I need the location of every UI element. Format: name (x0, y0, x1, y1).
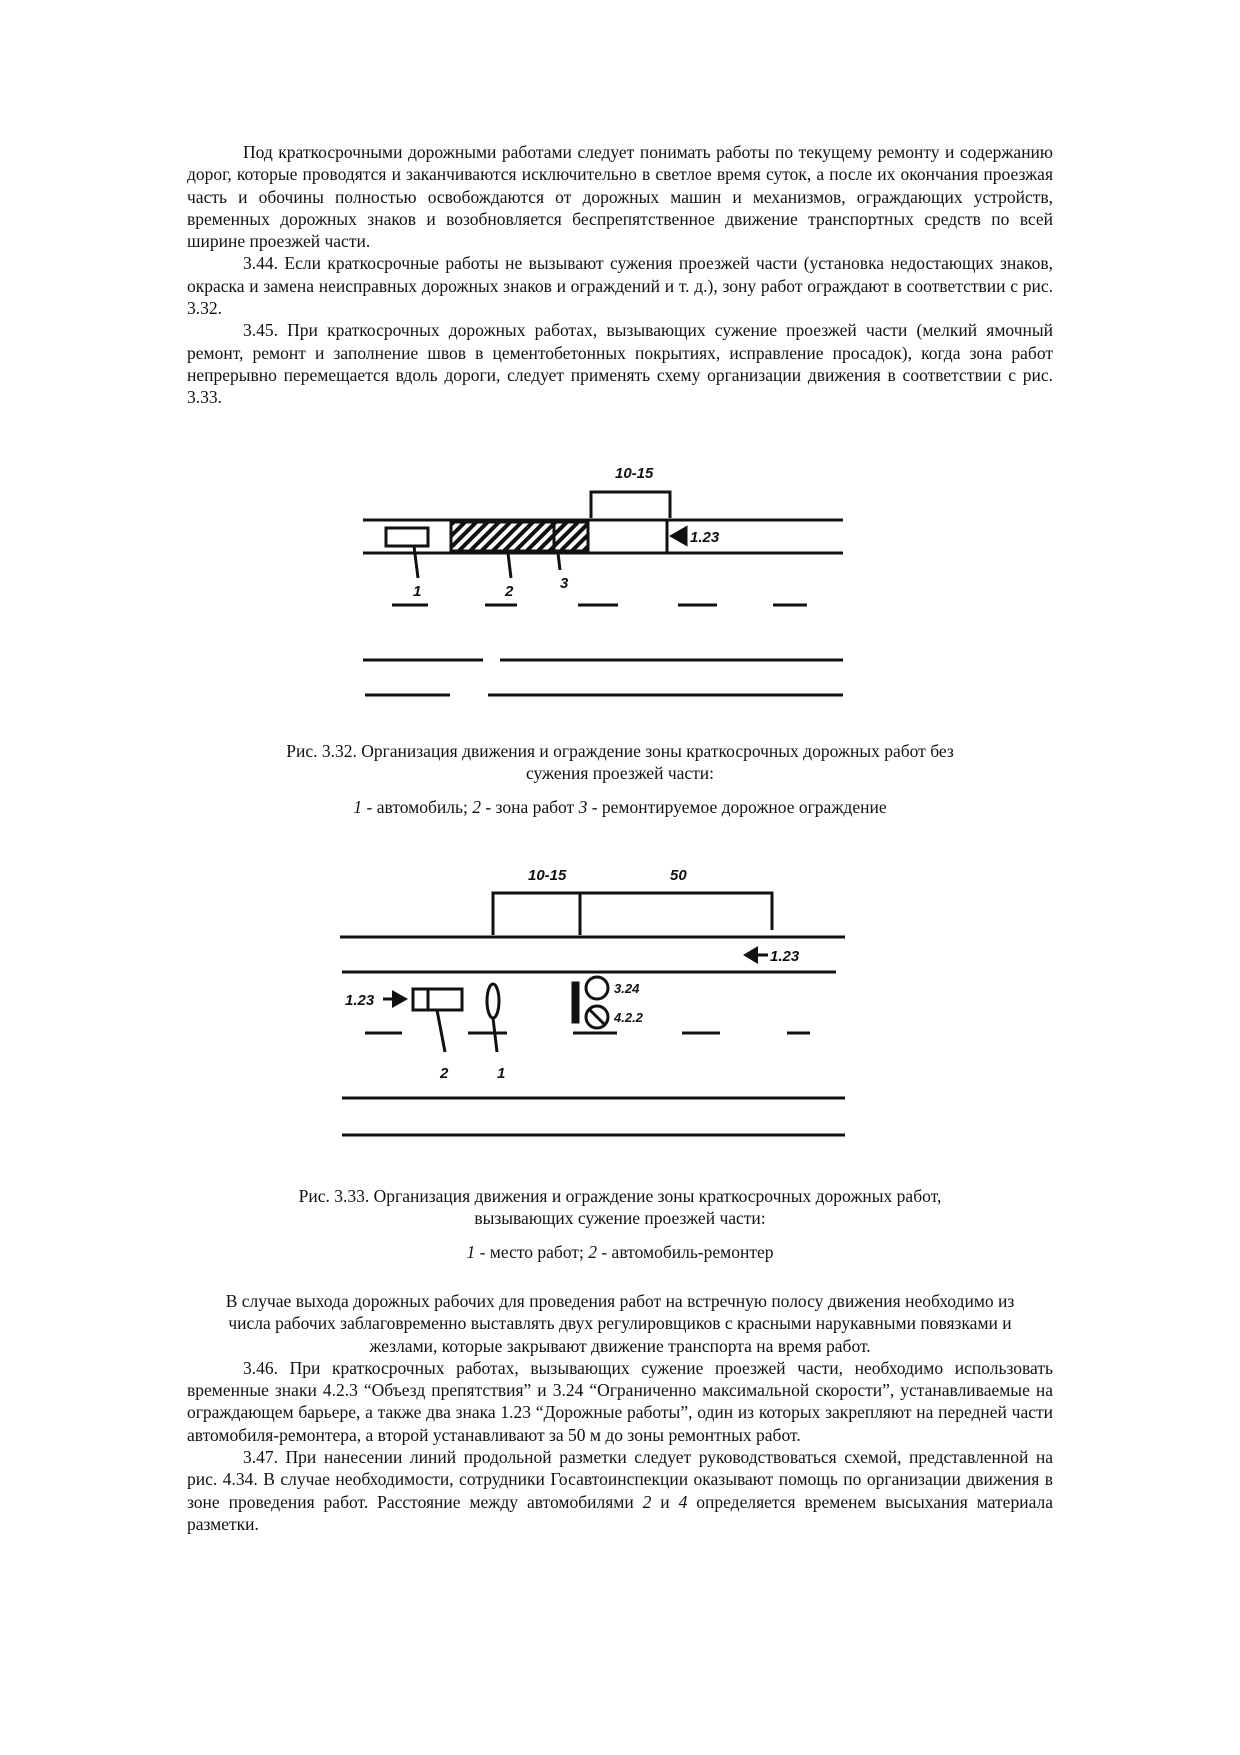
paragraph-flagmen: В случае выхода дорожных рабочих для проведения работ на встречную полосу движения необходимо из числа рабочих заблаговременно выставлять двух регулировщиков с красными нарукавными повязками и жезлами, которые закрывают движение транспорта на время работ. (225, 1291, 1015, 1356)
figure-caption: Рис. 3.33. Организация движения и ограждение зоны краткосрочных дорожных работ, вызывающих сужение проезжей части: (298, 1186, 942, 1229)
car-icon (386, 528, 428, 546)
marker-2: 2 (505, 583, 514, 600)
dimension-bracket (493, 893, 772, 935)
legend-number: 1 (353, 796, 363, 817)
work-zone-hatched (451, 522, 588, 551)
marker-1: 1 (497, 1065, 506, 1082)
sign-label-3-24: 3.24 (614, 981, 640, 996)
paragraph-definition: Под краткосрочными дорожными работами следует понимать работы по текущему ремонту и содержанию дорог, которые проводятся и заканчиваются исключительно в светлое время суток, а после их окончания проезжая часть и обочины полностью освобождаются от дорожных машин и механизмов, ограждающих устройств, временных дорожных знаков и возобновляется беспрепятственное движение транспортных средств по всей ширине проезжей части. (187, 142, 1053, 252)
leader-line (437, 1010, 445, 1052)
paragraph-3-46: 3.46. При краткосрочных работах, вызывающих сужение проезжей части, необходимо использовать временные знаки 4.2.3 “Объезд препятствия” и 3.24 “Ограниченно максимальной скорости”, устанавливаемые на ограждающем барьере, а также два знака 1.23 “Дорожные работы”, один из которых закрепляют на передней части автомобиля-ремонтера, а второй устанавливают за 50 м до зоны ремонтных работ. (187, 1357, 1053, 1445)
figure-legend (187, 796, 1053, 818)
legend-number: 1 (466, 1241, 476, 1262)
repair-car-icon (413, 989, 462, 1010)
sign-label-4-2: 4.2.2 (614, 1010, 643, 1025)
legend-text: - автомобиль-ремонтер (596, 1241, 774, 1262)
legend-number: 3 (578, 796, 588, 817)
text: 3.47. При нанесении линий продольной разметки следует руководствоваться схемой, представленной на рис. 4.34. В случае необходимости, сотрудники Госавтоинспекции оказывают помощь по организации движения в зоне проведения работ. Расстояние между автомобилями (187, 1447, 1053, 1512)
barrier-icon (573, 983, 578, 1022)
figure-3-32-caption-block (187, 740, 1053, 818)
legend-number: 2 (588, 1241, 597, 1262)
dimension-label: 10-15 (615, 465, 654, 482)
flagman-icon (487, 984, 499, 1018)
figure-3-33-labels (345, 867, 800, 1082)
figure-legend (187, 1241, 1053, 1263)
figure-3-33 (340, 893, 845, 1135)
text: и (651, 1491, 679, 1512)
sign-arrow-icon (743, 946, 758, 964)
paragraph-3-44: 3.44. Если краткосрочные работы не вызывают сужения проезжей части (установка недостающих знаков, окраска и замена неисправных дорожных знаков и ограждений и т. д.), зону работ ограждают в соответствии с рис. 3.32. (187, 253, 1053, 319)
figure-3-32 (363, 492, 843, 695)
leader-line (414, 546, 418, 578)
speed-limit-sign-icon (586, 977, 608, 999)
marker-3: 3 (560, 575, 569, 592)
legend-text: - автомобиль; (362, 796, 473, 817)
marker-1: 1 (413, 583, 422, 600)
dimension-bracket (591, 492, 670, 518)
sign-label-left: 1.23 (345, 992, 375, 1009)
paragraph-3-45: 3.45. При краткосрочных дорожных работах, вызывающих сужение проезжей части (мелкий ямочный ремонт, ремонт и заполнение швов в цементобетонных покрытиях, исправление просадок), когда зона работ непрерывно перемещается вдоль дороги, следует применять схему организации движения в соответствии с рис. 3.33. (187, 320, 1053, 408)
car-number: 4 (678, 1491, 688, 1512)
figure-3-33-caption-block (187, 1185, 1053, 1263)
leader-line (493, 1018, 497, 1052)
car-number: 2 (642, 1491, 652, 1512)
legend-text: - зона работ (480, 796, 579, 817)
sign-arrow-icon (392, 990, 408, 1008)
legend-text: - ремонтируемое дорожное ограждение (587, 796, 887, 817)
figure-caption: Рис. 3.32. Организация движения и ограждение зоны краткосрочных дорожных работ без сужения проезжей части: (286, 741, 954, 784)
closing-text (187, 1290, 1053, 1535)
sign-label: 1.23 (690, 529, 720, 546)
paragraph-3-47 (187, 1446, 1053, 1535)
leader-line (558, 553, 560, 570)
marker-2: 2 (440, 1065, 449, 1082)
legend-number: 2 (472, 796, 481, 817)
dimension-label-10-15: 10-15 (528, 867, 567, 884)
leader-line (508, 553, 511, 578)
legend-text: - место работ; (475, 1241, 589, 1262)
text: определяется временем высыхания материала разметки. (187, 1491, 1053, 1534)
sign-label-right: 1.23 (770, 948, 800, 965)
sign-arrow-icon (672, 528, 686, 544)
dimension-label-50: 50 (670, 867, 687, 884)
